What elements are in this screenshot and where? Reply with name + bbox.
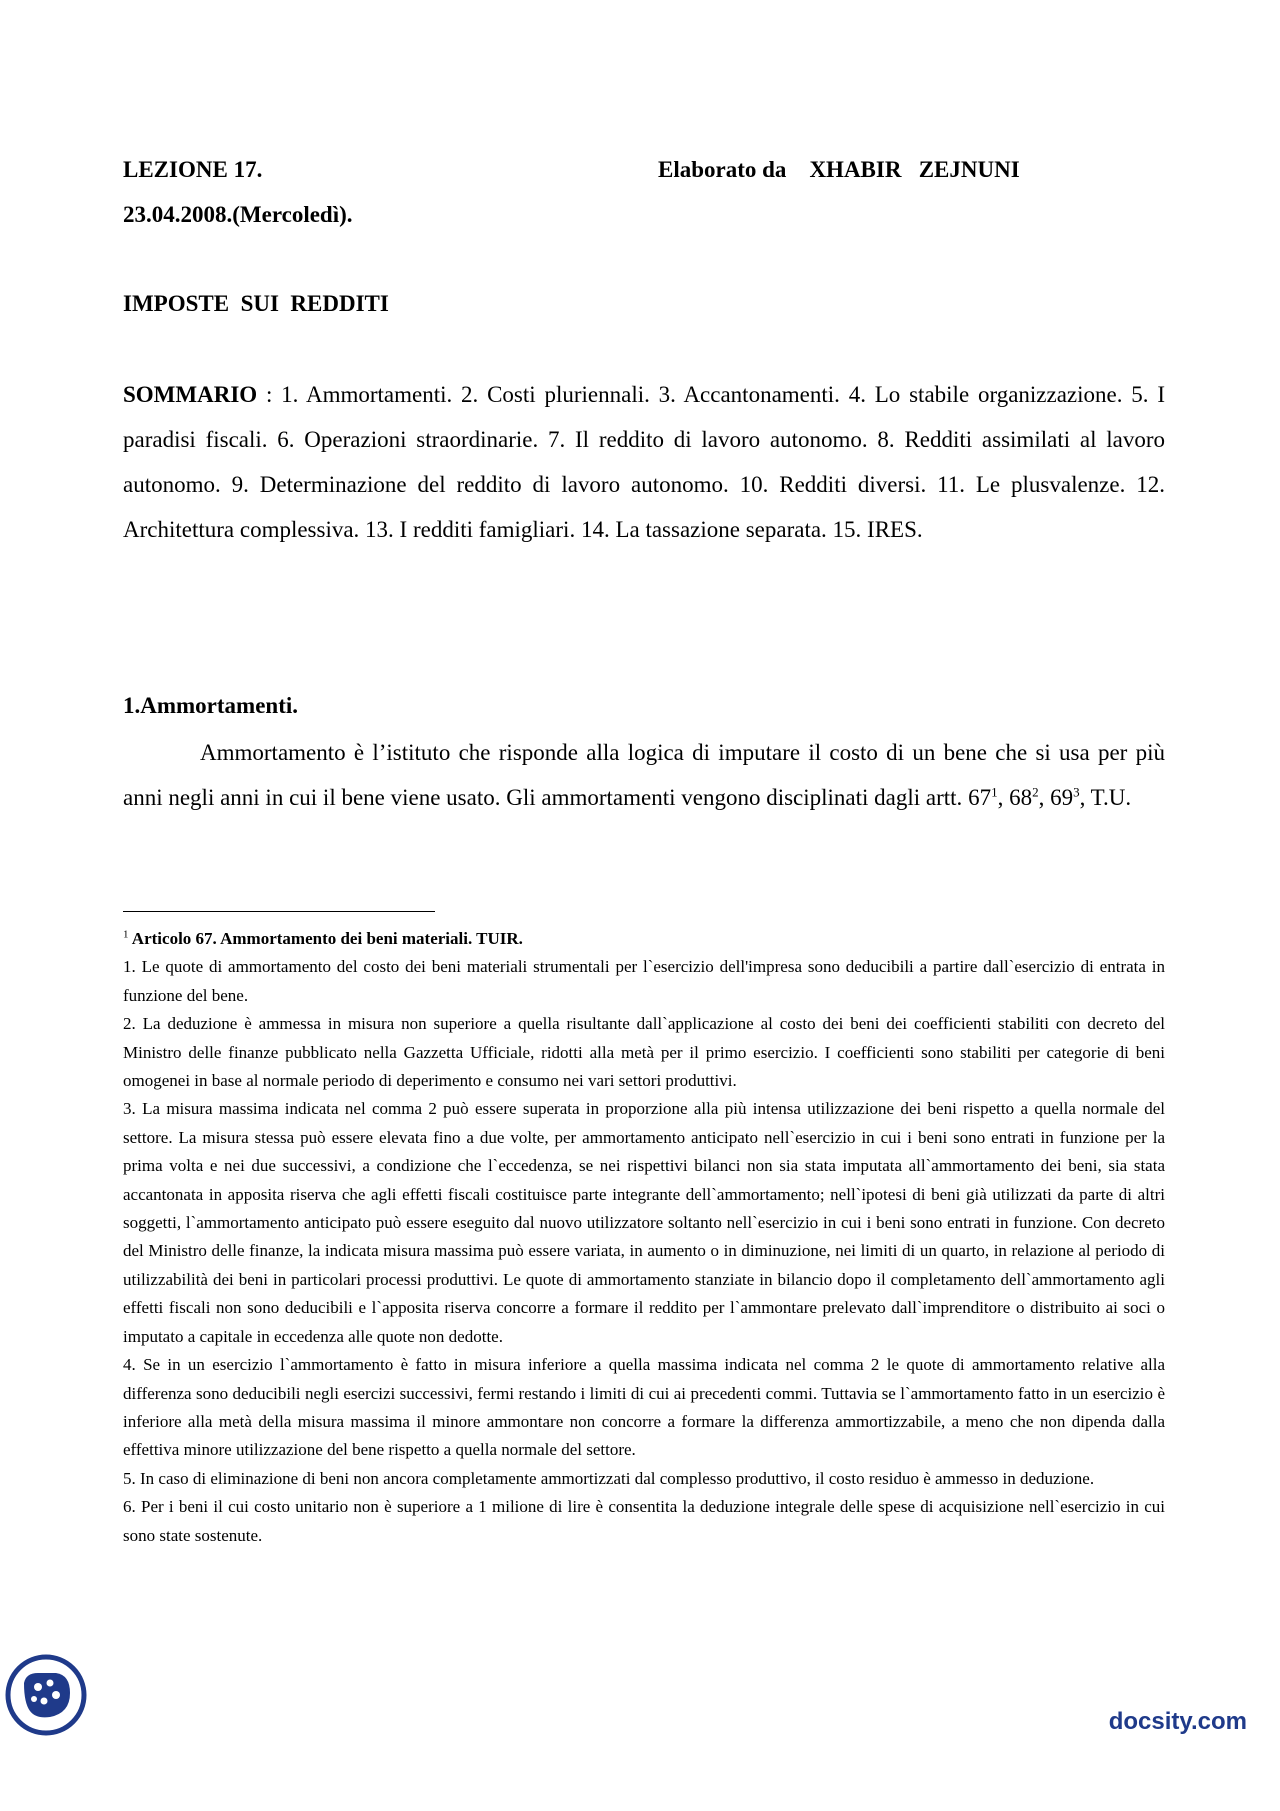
ref-separator: , [1038, 785, 1051, 810]
author-line [658, 157, 1020, 183]
author-name: XHABIR ZEJNUNI [809, 157, 1020, 182]
footnote-divider [123, 911, 435, 912]
article-ref-69: 69 [1050, 785, 1074, 810]
footnote [123, 925, 1165, 1550]
article-ref-67: 67 [968, 785, 992, 810]
summary-text: : 1. Ammortamenti. 2. Costi pluriennali. 3. Accantonamenti. 4. Lo stabile organizzazione. 5. I paradisi fiscali. 6. Operazioni straordinarie. 7. Il reddito di lavoro autonomo. 8. Redditi assimilati al lavoro autonomo. 9. Determinazione del reddito di lavoro autonomo. 10. Redditi diversi. 11. Le plusvalenze. 12. Architettura complessiva. 13. I redditi famigliari. 14. La tassazione separata. 15. IRES. [123, 382, 1165, 542]
footnote-marker[interactable]: 1 [991, 784, 998, 800]
article-ref-68: 68 [1009, 785, 1033, 810]
author-label: Elaborato da [658, 157, 787, 182]
footnote-paragraph: 4. Se in un esercizio l`ammortamento è fatto in misura inferiore a quella massima indicata nel comma 2 le quote di ammortamento relative alla differenza sono deducibili negli esercizi successivi, fermi restando i limiti di cui ai precedenti commi. Tuttavia se l`ammortamento fatto in un esercizio è inferiore alla metà della misura massima il minore ammontare non concorre a formare la differenza ammortizzabile, a meno che non dipenda dalla effettiva minore utilizzazione del bene rispetto a quella normale del settore. [123, 1355, 1165, 1460]
lesson-number: LEZIONE 17. [123, 157, 263, 182]
footnote-paragraph: 2. La deduzione è ammessa in misura non superiore a quella risultante dall`applicazione al costo dei beni dei coefficienti stabiliti con decreto del Ministro delle finanze pubblicato nella Gazzetta Ufficiale, ridotti alla metà per il primo esercizio. I coefficienti sono stabiliti per categorie di beni omogenei in base al normale periodo di deperimento e consumo nei vari settori produttivi. [123, 1014, 1165, 1091]
docsity-logo-icon[interactable] [4, 1653, 88, 1737]
footnote-marker[interactable]: 3 [1073, 784, 1080, 800]
footnote-heading-text: Articolo 67. Ammortamento dei beni materiali. TUIR. [128, 929, 523, 948]
footnote-paragraph: 5. In caso di eliminazione di beni non ancora completamente ammortizzati dal complesso produttivo, il costo residuo è ammesso in deduzione. [123, 1468, 1095, 1488]
docsity-watermark[interactable]: docsity.com [1108, 1708, 1247, 1735]
ref-tail: , T.U. [1079, 785, 1132, 810]
summary-paragraph [123, 372, 1165, 552]
footnote-number: 1 [123, 928, 129, 941]
page-title: IMPOSTE SUI REDDITI [123, 291, 389, 316]
article-references [968, 785, 1131, 810]
section-paragraph [123, 730, 1165, 820]
footnote-paragraph: 6. Per i beni il cui costo unitario non è superiore a 1 milione di lire è consentita la deduzione integrale delle spese di acquisizione nell`esercizio in cui sono state sostenute. [123, 1497, 1165, 1545]
section-title: 1.Ammortamenti. [123, 693, 299, 718]
footnote-paragraph: 1. Le quote di ammortamento del costo dei beni materiali strumentali per l`esercizio dell'impresa sono deducibili a partire dall`esercizio di entrata in funzione del bene. [123, 957, 1165, 1005]
lesson-date: 23.04.2008.(Mercoledì). [123, 202, 353, 227]
ref-separator: , [997, 785, 1010, 810]
section-paragraph-text: Ammortamento è l’istituto che risponde alla logica di imputare il costo di un bene che si usa per più anni negli anni in cui il bene viene usato. Gli ammortamenti vengono disciplinati dagli artt. [123, 740, 1165, 810]
footnote-heading [123, 925, 1165, 953]
footnote-paragraph: 3. La misura massima indicata nel comma 2 può essere superata in proporzione alla più intensa utilizzazione dei beni rispetto a quella normale del settore. La misura stessa può essere elevata fino a due volte, per ammortamento anticipato nell`esercizio in cui i beni sono entrati in funzione per la prima volta e nei due successivi, a condizione che l`eccedenza, se nei rispettivi bilanci non sia stata imputata all`ammortamento dei beni, sia stata accantonata in apposita riserva che agli effetti fiscali costituisce parte integrante dell`ammortamento; nell`ipotesi di beni già utilizzati da parte di altri soggetti, l`ammortamento anticipato può essere eseguito dal nuovo utilizzatore soltanto nell`esercizio in cui i beni sono entrati in funzione. Con decreto del Ministro delle finanze, la indicata misura massima può essere variata, in aumento o in diminuzione, nei limiti di un quarto, in relazione al periodo di utilizzabilità dei beni in particolari processi produttivi. Le quote di ammortamento stanziate in bilancio dopo il completamento dell`ammortamento agli effetti fiscali non sono deducibili e l`apposita riserva concorre a formare il reddito per l`ammontare prelevato dall`imprenditore o distribuito ai soci o imputato a capitale in eccedenza alle quote non dedotte. [123, 1099, 1165, 1346]
summary-label: SOMMARIO [123, 382, 258, 407]
footnote-marker[interactable]: 2 [1032, 784, 1039, 800]
